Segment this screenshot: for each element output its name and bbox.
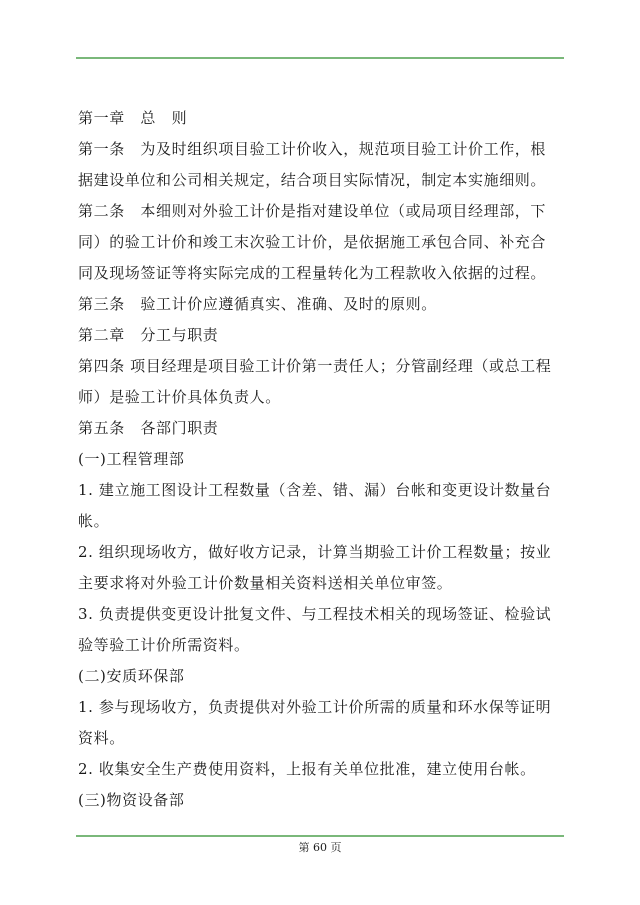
article-line: 第三条 验工计价应遵循真实、准确、及时的原则。 <box>78 295 437 313</box>
section-heading: (二)安质环保部 <box>78 667 185 685</box>
page-number: 第 60 页 <box>298 841 342 854</box>
list-item-line: 资料。 <box>78 729 125 747</box>
list-item-line: 1. 参与现场收方，负责提供对外验工计价所需的质量和环水保等证明 <box>78 698 552 716</box>
article-line: 据建设单位和公司相关规定，结合项目实际情况，制定本实施细则。 <box>78 171 547 189</box>
list-item-line: 2. 收集安全生产费使用资料，上报有关单位批准，建立使用台帐。 <box>78 760 536 778</box>
list-item-line: 主要求将对外验工计价数量相关资料送相关单位审签。 <box>78 574 453 592</box>
list-item-line: 1. 建立施工图设计工程数量（含差、错、漏）台帐和变更设计数量台 <box>78 481 552 499</box>
list-item-line: 帐。 <box>78 512 110 530</box>
footer-divider <box>76 835 564 837</box>
chapter-heading: 第二章 分工与职责 <box>78 326 219 344</box>
article-line: 师）是验工计价具体负责人。 <box>78 388 281 406</box>
article-line: 第五条 各部门职责 <box>78 419 219 437</box>
list-item-line: 3. 负责提供变更设计批复文件、与工程技术相关的现场签证、检验试 <box>78 605 552 623</box>
article-line: 第一条 为及时组织项目验工计价收入，规范项目验工计价工作，根 <box>78 140 547 158</box>
section-heading: (三)物资设备部 <box>78 791 185 809</box>
article-line: 同）的验工计价和竣工末次验工计价，是依据施工承包合同、补充合 <box>78 233 547 251</box>
article-line: 同及现场签证等将实际完成的工程量转化为工程款收入依据的过程。 <box>78 264 547 282</box>
list-item-line: 验等验工计价所需资料。 <box>78 636 250 654</box>
header-divider <box>76 57 564 59</box>
section-heading: (一)工程管理部 <box>78 450 185 468</box>
chapter-heading: 第一章 总 则 <box>78 109 188 127</box>
article-line: 第二条 本细则对外验工计价是指对建设单位（或局项目经理部，下 <box>78 202 547 220</box>
article-line: 第四条 项目经理是项目验工计价第一责任人；分管副经理（或总工程 <box>78 357 552 375</box>
list-item-line: 2. 组织现场收方，做好收方记录，计算当期验工计价工程数量；按业 <box>78 543 552 561</box>
document-body <box>78 103 568 816</box>
